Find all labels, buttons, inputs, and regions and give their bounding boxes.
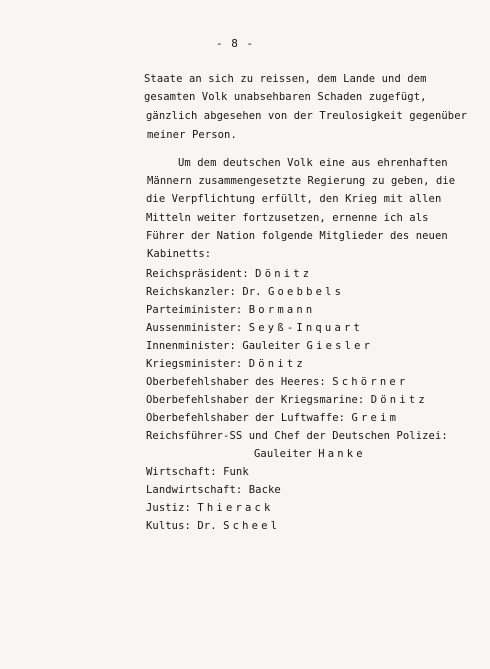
cabinet-role: Reichsführer-SS und Chef der Deutschen Polizei: (146, 430, 448, 442)
cabinet-entry (146, 520, 280, 532)
cabinet-role: Landwirtschaft: (146, 484, 243, 496)
cabinet-entry (146, 304, 315, 316)
cabinet-name: Schörner (332, 376, 409, 388)
paragraph2-line-4: Mitteln weiter fortzusetzen, ernenne ich als (146, 212, 429, 224)
cabinet-name: Hanke (318, 448, 366, 460)
cabinet-name: Seyß-Inquart (248, 322, 364, 334)
paragraph1-line-1: Staate an sich zu reissen, dem Lande und dem (144, 73, 427, 85)
paragraph1-line-4: meiner Person. (147, 129, 237, 141)
paragraph2-line-5: Führer der Nation folgende Mitglieder des neuen (146, 230, 448, 242)
cabinet-entry (146, 322, 363, 334)
paragraph1-line-3: gänzlich abgesehen von der Treulosigkeit gegenüber (146, 110, 468, 122)
cabinet-entry (146, 340, 373, 352)
cabinet-role: Reichskanzler: Dr. (146, 286, 262, 298)
paragraph2-line-2: Männern zusammengesetzte Regierung zu geben, die (147, 175, 456, 187)
page-number: - 8 - (216, 37, 255, 50)
cabinet-name: Greim (351, 412, 400, 424)
cabinet-entry (146, 394, 428, 406)
cabinet-entry (146, 466, 249, 478)
cabinet-entry (146, 412, 399, 424)
cabinet-name: Funk (223, 466, 249, 478)
paragraph2-line-6: Kabinetts: (147, 248, 212, 260)
cabinet-role: Kriegsminister: (146, 358, 243, 370)
cabinet-role: Oberbefehlshaber der Kriegsmarine: (146, 394, 365, 406)
cabinet-role: Innenminister: Gauleiter (146, 340, 301, 352)
cabinet-entry (146, 376, 408, 388)
cabinet-entry (146, 484, 281, 496)
cabinet-name: Dönitz (248, 358, 306, 370)
cabinet-entry (254, 448, 366, 460)
cabinet-role: Oberbefehlshaber der Luftwaffe: (146, 412, 346, 424)
cabinet-role: Reichspräsident: (146, 268, 249, 280)
cabinet-entry (146, 430, 448, 442)
cabinet-entry (146, 286, 344, 298)
cabinet-name: Backe (248, 484, 281, 496)
paragraph2-line-1: Um dem deutschen Volk eine aus ehrenhaften (178, 157, 448, 169)
cabinet-name: Bormann (248, 304, 316, 316)
cabinet-role: Aussenminister: (146, 322, 243, 334)
cabinet-name: Giesler (306, 340, 374, 352)
cabinet-name: Dönitz (255, 268, 313, 280)
cabinet-entry (146, 358, 306, 370)
cabinet-entry (146, 502, 274, 514)
cabinet-name: Thierack (197, 502, 274, 514)
cabinet-role: Wirtschaft: (146, 466, 217, 478)
cabinet-name: Scheel (223, 520, 281, 532)
paragraph1-line-2: gesamten Volk unabsehbaren Schaden zugefügt, (144, 91, 427, 103)
cabinet-name: Dönitz (370, 394, 428, 406)
cabinet-role: Oberbefehlshaber des Heeres: (146, 376, 326, 388)
paragraph2-line-3: die Verpflichtung erfüllt, den Krieg mit allen (146, 193, 442, 205)
cabinet-role: Kultus: Dr. (146, 520, 217, 532)
cabinet-name: Goebbels (268, 286, 345, 298)
cabinet-role: Parteiminister: (146, 304, 243, 316)
cabinet-entry (146, 268, 312, 280)
cabinet-role: Gauleiter (254, 448, 312, 460)
cabinet-role: Justiz: (146, 502, 191, 514)
